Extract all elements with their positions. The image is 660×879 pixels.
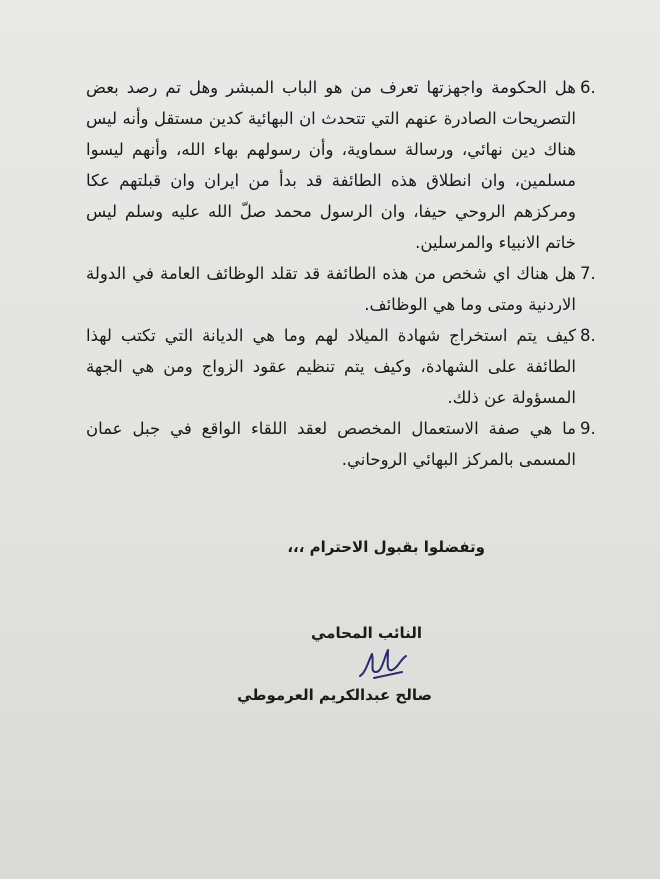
question-number: 7.: [580, 264, 596, 283]
question-text: هل هناك اي شخص من هذه الطائفة قد تقلد الوظائف العامة في الدولة الاردنية ومتى وما هي الوظائف.: [86, 264, 576, 314]
signatory-title: النائب المحامي: [311, 624, 422, 642]
question-text: كيف يتم استخراج شهادة الميلاد لهم وما هي الديانة التي تكتب لهذا الطائفة على الشهادة، وكيف يتم تنظيم عقود الزواج ومن هي الجهة المسؤولة عن ذلك.: [86, 326, 576, 407]
question-number: 8.: [580, 326, 596, 345]
question-item-8: [86, 320, 606, 413]
question-number: 6.: [580, 78, 596, 97]
questions-list: [86, 72, 606, 475]
question-text: ما هي صفة الاستعمال المخصص لعقد اللقاء الواقع في جبل عمان المسمى بالمركز البهائي الروحاني.: [86, 419, 576, 469]
handwritten-signature: [354, 642, 414, 686]
question-item-9: [86, 413, 606, 475]
question-item-7: [86, 258, 606, 320]
closing-line: وتفضلوا بقبول الاحترام ،،،: [287, 538, 485, 556]
question-number: 9.: [580, 419, 596, 438]
question-text: هل الحكومة واجهزتها تعرف من هو الباب المبشر وهل تم رصد بعض التصريحات الصادرة عنهم التي تتحدث ان البهائية كدين مستقل وأنه ليس هناك دين نهائي، ورسالة سماوية، وأن رسولهم بهاء الله، وأنهم ليسوا مسلمين، وان انطلاق هذه الطائفة قد بدأ من ايران وان قبلتهم عكا ومركزهم الروحي حيفا، وان الرسول محمد صلّ الله عليه وسلم ليس خاتم الانبياء والمرسلين.: [86, 78, 576, 252]
signatory-name: صالح عبدالكريم العرموطي: [237, 686, 432, 704]
question-item-6: [86, 72, 606, 258]
